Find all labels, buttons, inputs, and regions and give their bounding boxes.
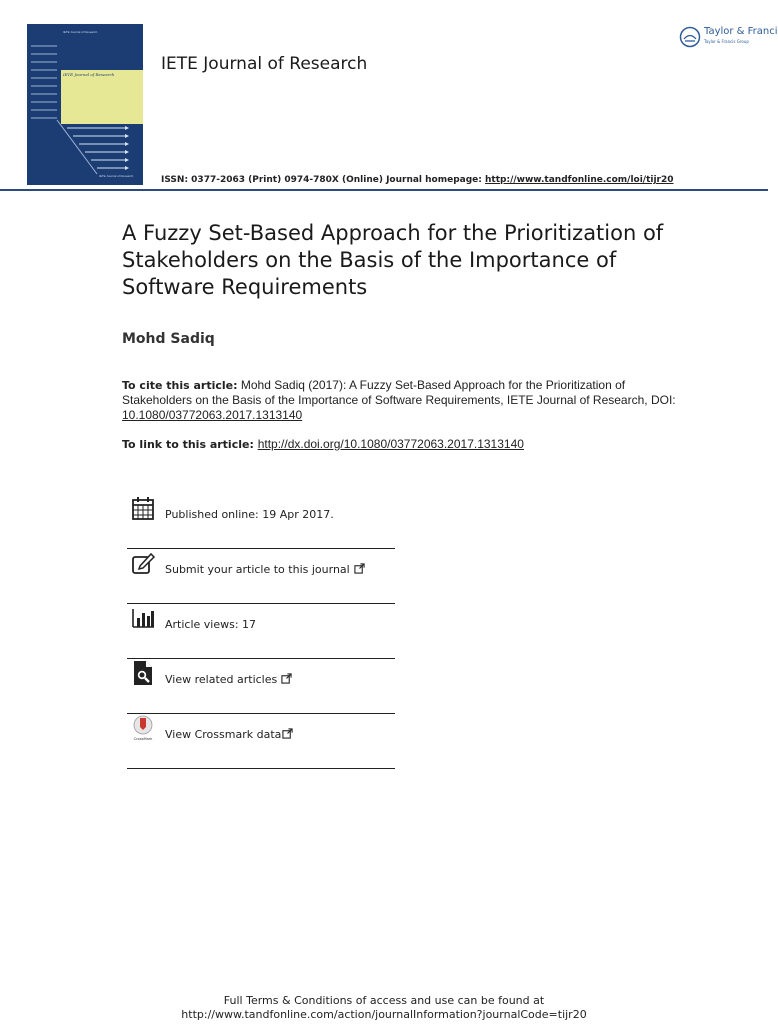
related-articles-link[interactable] bbox=[165, 673, 292, 686]
publisher-subtitle: Taylor & Francis Group bbox=[704, 39, 749, 44]
submit-article-link[interactable] bbox=[165, 563, 365, 576]
crossmark-logo-text: CrossMark bbox=[133, 737, 153, 741]
cite-text: Mohd Sadiq (2017): A Fuzzy Set-Based Approach for the Prioritization of Stakeholders on the Basis of the Importance of Software Requirements, IETE Journal of Research, DOI: bbox=[122, 378, 676, 407]
issn-line bbox=[161, 175, 674, 185]
submit-article-label: Submit your article to this journal bbox=[165, 563, 350, 576]
citation-block bbox=[122, 378, 682, 423]
cite-doi-link[interactable]: 10.1080/03772063.2017.1313140 bbox=[122, 408, 303, 422]
crossmark-row[interactable] bbox=[127, 715, 395, 770]
footer-terms-link[interactable]: http://www.tandfonline.com/action/journalInformation?journalCode=tijr20 bbox=[181, 1008, 587, 1021]
header-divider bbox=[0, 189, 768, 191]
info-divider bbox=[127, 603, 395, 604]
bar-chart-icon bbox=[131, 605, 155, 631]
calendar-icon bbox=[131, 495, 155, 521]
external-link-icon bbox=[354, 563, 365, 574]
article-doi-link[interactable]: http://dx.doi.org/10.1080/03772063.2017.1313140 bbox=[257, 437, 524, 451]
publisher-logo[interactable] bbox=[679, 24, 778, 50]
cover-bottom-text: IETE Journal of Research bbox=[99, 174, 134, 178]
article-title: A Fuzzy Set-Based Approach for the Prioritization of Stakeholders on the Basis of the Importance of Software Requirements bbox=[122, 221, 664, 299]
external-link-icon bbox=[282, 728, 293, 739]
info-divider bbox=[127, 548, 395, 549]
published-online-label: Published online: 19 Apr 2017. bbox=[165, 508, 334, 521]
info-divider bbox=[127, 768, 395, 769]
issn-text: ISSN: 0377-2063 (Print) 0974-780X (Online) Journal homepage: bbox=[161, 175, 486, 185]
cover-title-band bbox=[61, 70, 143, 124]
cover-band-title: IETE Journal of Research bbox=[63, 72, 115, 77]
journal-title: IETE Journal of Research bbox=[161, 54, 368, 74]
document-search-icon bbox=[131, 660, 155, 686]
terms-footer bbox=[0, 994, 768, 1022]
cover-top-text: IETE Journal of Research bbox=[63, 30, 98, 34]
info-divider bbox=[127, 713, 395, 714]
article-info-list bbox=[127, 495, 395, 770]
crossmark-link[interactable] bbox=[165, 728, 293, 741]
edit-pencil-icon bbox=[131, 550, 155, 576]
article-views-label: Article views: 17 bbox=[165, 618, 257, 631]
article-link-block bbox=[122, 437, 682, 451]
journal-homepage-link[interactable]: http://www.tandfonline.com/loi/tijr20 bbox=[485, 175, 674, 185]
related-articles-row[interactable] bbox=[127, 660, 395, 715]
journal-cover-thumbnail bbox=[27, 24, 143, 185]
cite-label: To cite this article: bbox=[122, 379, 238, 392]
article-author: Mohd Sadiq bbox=[122, 331, 215, 347]
link-label: To link to this article: bbox=[122, 438, 258, 451]
article-views-row bbox=[127, 605, 395, 660]
taylor-francis-logo-icon bbox=[679, 26, 701, 48]
published-online-row bbox=[127, 495, 395, 550]
submit-article-row[interactable] bbox=[127, 550, 395, 605]
external-link-icon bbox=[281, 673, 292, 684]
related-articles-label: View related articles bbox=[165, 673, 278, 686]
footer-terms-text: Full Terms & Conditions of access and use can be found at bbox=[223, 994, 545, 1007]
crossmark-icon bbox=[131, 715, 155, 741]
crossmark-label: View Crossmark data bbox=[165, 728, 282, 741]
publisher-name: Taylor & Franci bbox=[704, 26, 778, 37]
info-divider bbox=[127, 658, 395, 659]
